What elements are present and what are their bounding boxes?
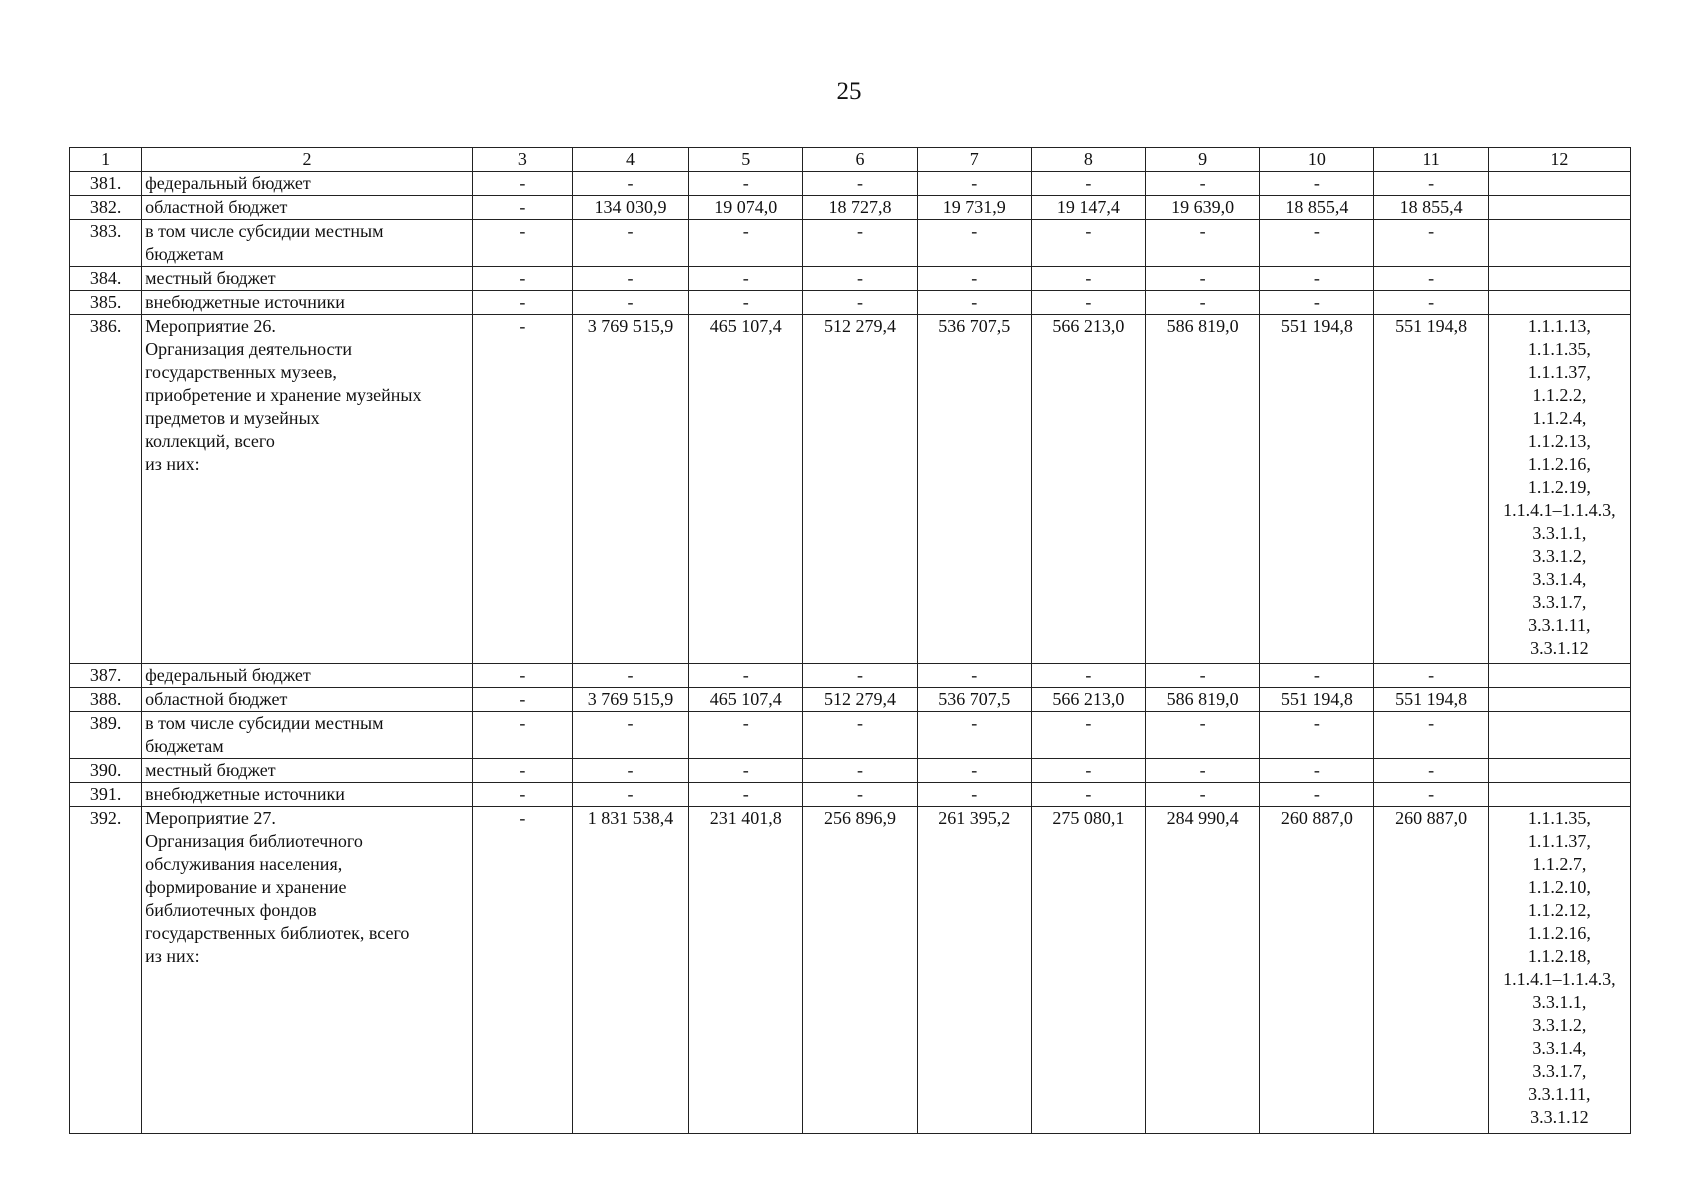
cell-col10: - — [1260, 220, 1374, 267]
cell-col6: 18 727,8 — [803, 196, 917, 220]
cell-col7: 536 707,5 — [917, 315, 1031, 664]
row-name: Мероприятие 27. Организация библиотечного обслуживания населения, формирование и хранение библиотечных фондов государственных библиотек, всего из них: — [142, 807, 473, 1134]
cell-col4: - — [572, 664, 688, 688]
row-name: областной бюджет — [142, 688, 473, 712]
row-name: местный бюджет — [142, 267, 473, 291]
cell-col9: - — [1146, 712, 1260, 759]
cell-col7: - — [917, 664, 1031, 688]
cell-col12 — [1488, 267, 1630, 291]
cell-col4: - — [572, 267, 688, 291]
cell-col3: - — [472, 712, 572, 759]
cell-col10: - — [1260, 664, 1374, 688]
row-number: 391. — [70, 783, 142, 807]
cell-col5: - — [689, 172, 803, 196]
header-cell: 10 — [1260, 148, 1374, 172]
header-cell: 12 — [1488, 148, 1630, 172]
cell-col6: - — [803, 664, 917, 688]
cell-col5: - — [689, 664, 803, 688]
header-cell: 6 — [803, 148, 917, 172]
header-cell: 9 — [1146, 148, 1260, 172]
cell-col12 — [1488, 220, 1630, 267]
cell-col8: - — [1031, 172, 1145, 196]
row-number: 383. — [70, 220, 142, 267]
cell-col7: - — [917, 291, 1031, 315]
page-number: 25 — [836, 78, 862, 105]
cell-col3: - — [472, 196, 572, 220]
cell-col4: - — [572, 759, 688, 783]
row-number: 388. — [70, 688, 142, 712]
cell-col12: 1.1.1.35, 1.1.1.37, 1.1.2.7, 1.1.2.10, 1.1.2.12, 1.1.2.16, 1.1.2.18, 1.1.4.1–1.1.4.3, 3.3.1.1, 3.3.1.2, 3.3.1.4, 3.3.1.7, 3.3.1.11, 3.3.1.12 — [1488, 807, 1630, 1134]
table-row — [70, 759, 1631, 783]
row-name: в том числе субсидии местным бюджетам — [142, 712, 473, 759]
cell-col4: - — [572, 783, 688, 807]
cell-col3: - — [472, 807, 572, 1134]
cell-col5: - — [689, 267, 803, 291]
cell-col4: 134 030,9 — [572, 196, 688, 220]
row-number: 381. — [70, 172, 142, 196]
cell-col11: - — [1374, 291, 1488, 315]
cell-col7: - — [917, 783, 1031, 807]
cell-col12 — [1488, 688, 1630, 712]
table-row — [70, 688, 1631, 712]
table-row — [70, 807, 1631, 1134]
cell-col8: - — [1031, 712, 1145, 759]
cell-col9: 284 990,4 — [1146, 807, 1260, 1134]
cell-col11: - — [1374, 267, 1488, 291]
cell-col10: - — [1260, 267, 1374, 291]
cell-col4: 3 769 515,9 — [572, 315, 688, 664]
cell-col10: - — [1260, 291, 1374, 315]
cell-col4: - — [572, 291, 688, 315]
cell-col10: - — [1260, 172, 1374, 196]
cell-col6: - — [803, 783, 917, 807]
row-name: в том числе субсидии местным бюджетам — [142, 220, 473, 267]
cell-col11: - — [1374, 783, 1488, 807]
cell-col7: - — [917, 712, 1031, 759]
cell-col11: 551 194,8 — [1374, 315, 1488, 664]
header-cell: 1 — [70, 148, 142, 172]
table-row — [70, 220, 1631, 267]
table-row — [70, 291, 1631, 315]
cell-col9: - — [1146, 759, 1260, 783]
cell-col5: - — [689, 759, 803, 783]
cell-col12 — [1488, 712, 1630, 759]
cell-col11: - — [1374, 664, 1488, 688]
row-number: 387. — [70, 664, 142, 688]
row-name: областной бюджет — [142, 196, 473, 220]
header-cell: 8 — [1031, 148, 1145, 172]
cell-col6: - — [803, 220, 917, 267]
cell-col4: 3 769 515,9 — [572, 688, 688, 712]
cell-col5: 465 107,4 — [689, 315, 803, 664]
row-name: Мероприятие 26. Организация деятельности государственных музеев, приобретение и хранение музейных предметов и музейных коллекций, всего из них: — [142, 315, 473, 664]
cell-col11: 551 194,8 — [1374, 688, 1488, 712]
table-row — [70, 712, 1631, 759]
cell-col12 — [1488, 759, 1630, 783]
header-cell: 2 — [142, 148, 473, 172]
cell-col11: - — [1374, 712, 1488, 759]
cell-col10: - — [1260, 783, 1374, 807]
row-number: 389. — [70, 712, 142, 759]
cell-col12 — [1488, 172, 1630, 196]
cell-col5: - — [689, 220, 803, 267]
cell-col7: - — [917, 267, 1031, 291]
table-row — [70, 172, 1631, 196]
cell-col3: - — [472, 291, 572, 315]
cell-col8: - — [1031, 291, 1145, 315]
cell-col9: - — [1146, 172, 1260, 196]
cell-col5: 19 074,0 — [689, 196, 803, 220]
cell-col11: - — [1374, 220, 1488, 267]
cell-col4: - — [572, 172, 688, 196]
cell-col4: - — [572, 220, 688, 267]
cell-col8: 275 080,1 — [1031, 807, 1145, 1134]
cell-col9: - — [1146, 783, 1260, 807]
cell-col6: - — [803, 759, 917, 783]
row-number: 390. — [70, 759, 142, 783]
cell-col7: 19 731,9 — [917, 196, 1031, 220]
cell-col5: - — [689, 783, 803, 807]
cell-col10: 551 194,8 — [1260, 315, 1374, 664]
cell-col11: 18 855,4 — [1374, 196, 1488, 220]
cell-col6: - — [803, 172, 917, 196]
header-cell: 5 — [689, 148, 803, 172]
cell-col12 — [1488, 196, 1630, 220]
cell-col6: - — [803, 267, 917, 291]
budget-table-container — [69, 147, 1631, 1134]
cell-col7: - — [917, 172, 1031, 196]
cell-col3: - — [472, 759, 572, 783]
cell-col12: 1.1.1.13, 1.1.1.35, 1.1.1.37, 1.1.2.2, 1.1.2.4, 1.1.2.13, 1.1.2.16, 1.1.2.19, 1.1.4.1–1.1.4.3, 3.3.1.1, 3.3.1.2, 3.3.1.4, 3.3.1.7, 3.3.1.11, 3.3.1.12 — [1488, 315, 1630, 664]
cell-col12 — [1488, 783, 1630, 807]
table-row — [70, 267, 1631, 291]
cell-col6: 256 896,9 — [803, 807, 917, 1134]
cell-col8: 566 213,0 — [1031, 315, 1145, 664]
table-row — [70, 664, 1631, 688]
header-cell: 11 — [1374, 148, 1488, 172]
cell-col6: 512 279,4 — [803, 688, 917, 712]
budget-table — [69, 147, 1631, 1134]
cell-col8: - — [1031, 267, 1145, 291]
cell-col7: 536 707,5 — [917, 688, 1031, 712]
table-row — [70, 196, 1631, 220]
cell-col5: 231 401,8 — [689, 807, 803, 1134]
row-number: 382. — [70, 196, 142, 220]
cell-col4: 1 831 538,4 — [572, 807, 688, 1134]
cell-col7: 261 395,2 — [917, 807, 1031, 1134]
cell-col6: - — [803, 291, 917, 315]
cell-col9: - — [1146, 220, 1260, 267]
row-name: федеральный бюджет — [142, 664, 473, 688]
cell-col10: 260 887,0 — [1260, 807, 1374, 1134]
cell-col9: 586 819,0 — [1146, 688, 1260, 712]
header-cell: 3 — [472, 148, 572, 172]
cell-col8: 566 213,0 — [1031, 688, 1145, 712]
table-row — [70, 783, 1631, 807]
cell-col8: - — [1031, 664, 1145, 688]
cell-col3: - — [472, 315, 572, 664]
cell-col9: - — [1146, 291, 1260, 315]
cell-col10: 18 855,4 — [1260, 196, 1374, 220]
header-cell: 7 — [917, 148, 1031, 172]
row-number: 392. — [70, 807, 142, 1134]
cell-col10: - — [1260, 712, 1374, 759]
cell-col9: 19 639,0 — [1146, 196, 1260, 220]
row-name: местный бюджет — [142, 759, 473, 783]
cell-col12 — [1488, 291, 1630, 315]
cell-col12 — [1488, 664, 1630, 688]
row-number: 386. — [70, 315, 142, 664]
cell-col5: 465 107,4 — [689, 688, 803, 712]
cell-col8: - — [1031, 759, 1145, 783]
cell-col10: - — [1260, 759, 1374, 783]
cell-col3: - — [472, 172, 572, 196]
cell-col8: 19 147,4 — [1031, 196, 1145, 220]
row-number: 384. — [70, 267, 142, 291]
row-name: внебюджетные источники — [142, 291, 473, 315]
cell-col6: 512 279,4 — [803, 315, 917, 664]
table-row — [70, 315, 1631, 664]
cell-col11: - — [1374, 172, 1488, 196]
cell-col6: - — [803, 712, 917, 759]
cell-col8: - — [1031, 220, 1145, 267]
cell-col3: - — [472, 783, 572, 807]
cell-col3: - — [472, 688, 572, 712]
cell-col4: - — [572, 712, 688, 759]
row-number: 385. — [70, 291, 142, 315]
row-name: внебюджетные источники — [142, 783, 473, 807]
cell-col11: 260 887,0 — [1374, 807, 1488, 1134]
row-name: федеральный бюджет — [142, 172, 473, 196]
cell-col3: - — [472, 220, 572, 267]
header-cell: 4 — [572, 148, 688, 172]
cell-col9: - — [1146, 664, 1260, 688]
cell-col5: - — [689, 291, 803, 315]
cell-col8: - — [1031, 783, 1145, 807]
cell-col7: - — [917, 759, 1031, 783]
cell-col7: - — [917, 220, 1031, 267]
cell-col9: - — [1146, 267, 1260, 291]
cell-col3: - — [472, 664, 572, 688]
table-header-row — [70, 148, 1631, 172]
cell-col3: - — [472, 267, 572, 291]
cell-col9: 586 819,0 — [1146, 315, 1260, 664]
cell-col11: - — [1374, 759, 1488, 783]
cell-col10: 551 194,8 — [1260, 688, 1374, 712]
cell-col5: - — [689, 712, 803, 759]
